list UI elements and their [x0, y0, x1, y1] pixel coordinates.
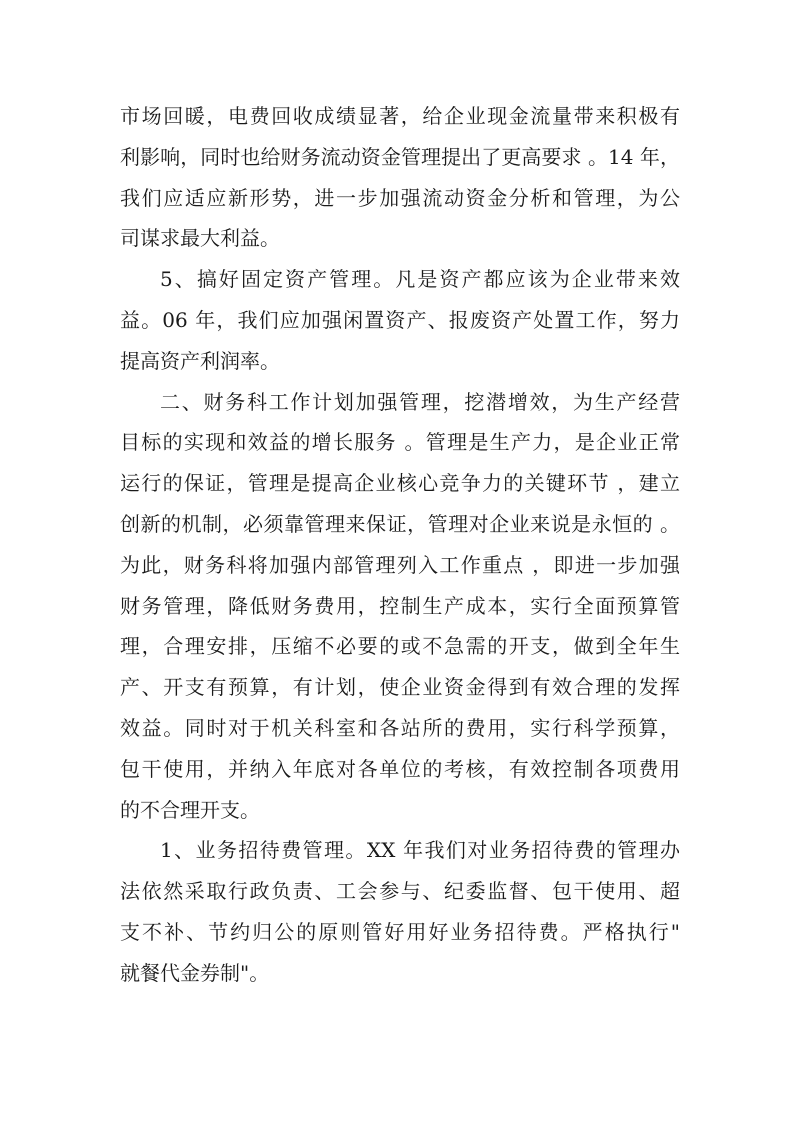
paragraph-line: 1、业务招待费管理。XX 年我们对业务招待费的管理办 — [160, 838, 680, 863]
paragraph-fixed-assets — [120, 259, 680, 381]
paragraph-line: 支不补、节约归公的原则管好用好业务招待费。严格执行" — [120, 919, 680, 944]
paragraph-line: 司谋求最大利益。 — [120, 226, 280, 251]
paragraph-line: 法依然采取行政负责、工会参与、纪委监督、包干使用、超 — [120, 879, 680, 904]
paragraph-line: 二、财务科工作计划加强管理，挖潜增效，为生产经营 — [160, 389, 680, 414]
paragraph-line: 运行的保证，管理是提高企业核心竞争力的关键环节 ，建立 — [120, 471, 680, 496]
paragraph-line: 益。06 年，我们应加强闲置资产、报废资产处置工作，努力 — [120, 307, 680, 332]
paragraph-line: 市场回暖，电费回收成绩显著，给企业现金流量带来积极有 — [120, 104, 680, 128]
paragraph-line: 的不合理开支。 — [120, 797, 260, 822]
paragraph-line: 为此，财务科将加强内部管理列入工作重点 ，即进一步加强 — [120, 552, 680, 577]
paragraph-line: 我们应适应新形势，进一步加强流动资金分析和管理，为公 — [120, 185, 680, 210]
paragraph-line: 产、开支有预算，有计划，使企业资金得到有效合理的发挥 — [120, 675, 680, 700]
paragraph-line: 理，合理安排，压缩不必要的或不急需的开支，做到全年生 — [120, 634, 680, 659]
paragraph-line: 提高资产利润率。 — [120, 348, 280, 373]
paragraph-cash-flow — [120, 96, 680, 259]
paragraph-line: 财务管理，降低财务费用，控制生产成本，实行全面预算管 — [120, 593, 680, 618]
paragraph-management — [120, 382, 680, 831]
paragraph-line: 利影响，同时也给财务流动资金管理提出了更高要求 。14 年， — [120, 144, 680, 169]
paragraph-line: 就餐代金券制"。 — [120, 960, 270, 985]
paragraph-hospitality-expenses — [120, 830, 680, 993]
paragraph-line: 创新的机制，必须靠管理来保证，管理对企业来说是永恒的 。 — [120, 511, 680, 536]
paragraph-line: 目标的实现和效益的增长服务 。管理是生产力，是企业正常 — [120, 430, 680, 455]
paragraph-line: 效益。同时对于机关科室和各站所的费用，实行科学预算， — [120, 715, 680, 740]
paragraph-line: 5、搞好固定资产管理。凡是资产都应该为企业带来效 — [160, 267, 680, 292]
paragraph-line: 包干使用，并纳入年底对各单位的考核，有效控制各项费用 — [120, 756, 680, 781]
document-body — [120, 96, 680, 994]
